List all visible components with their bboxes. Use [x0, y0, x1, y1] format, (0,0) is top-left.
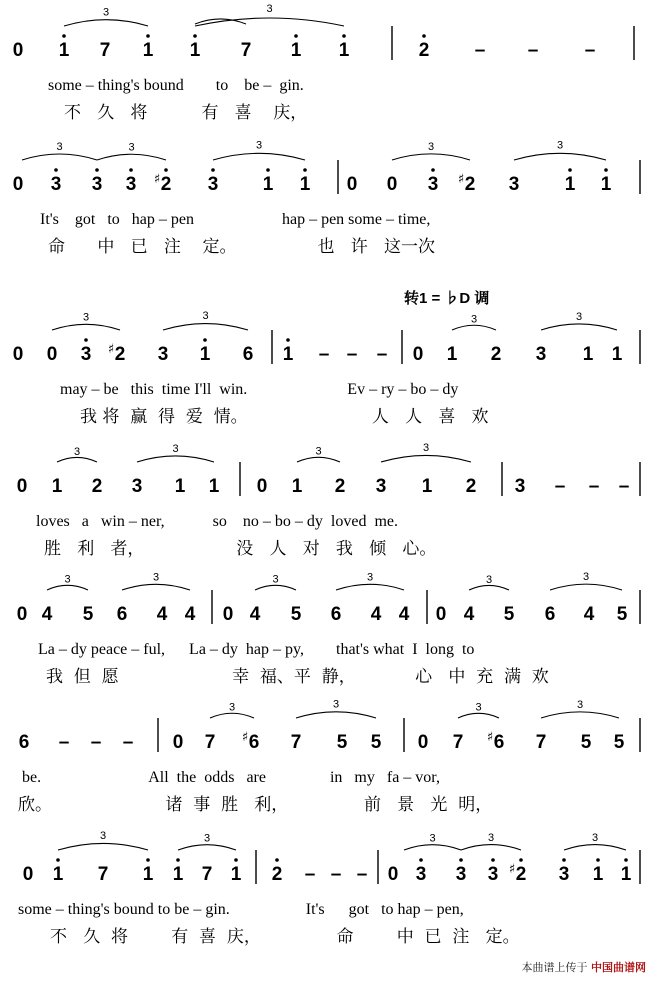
- note: 6: [116, 604, 128, 625]
- sharp-sign: ♯: [241, 730, 249, 745]
- note: 0: [386, 174, 398, 195]
- note: 5: [616, 604, 628, 625]
- triplet-mark: 3: [591, 832, 599, 845]
- octave-dot: [84, 338, 88, 342]
- triplet-mark: 3: [203, 832, 211, 845]
- note: –: [356, 864, 368, 885]
- octave-dot: [56, 858, 60, 862]
- note: 2: [91, 476, 103, 497]
- note: 1: [52, 864, 64, 885]
- note: 7: [452, 732, 464, 753]
- triplet-mark: 3: [128, 141, 135, 154]
- tie-arc: [58, 843, 148, 850]
- tie-arc: [550, 584, 622, 590]
- note: 1: [620, 864, 632, 885]
- note: 7: [99, 40, 111, 61]
- tie-arc: [514, 153, 606, 160]
- note: 1: [446, 344, 458, 365]
- note: 1: [290, 40, 302, 61]
- english-lyrics: It's got to hap – pen hap – pen some – time,: [40, 211, 431, 228]
- note: 0: [22, 864, 34, 885]
- octave-dot: [422, 34, 426, 38]
- note: 5: [503, 604, 515, 625]
- note: 3: [415, 864, 427, 885]
- note: 7: [204, 732, 216, 753]
- note: 1: [189, 40, 201, 61]
- octave-dot: [176, 858, 180, 862]
- key-change-marker: 转1 = ♭D 调: [404, 290, 490, 307]
- triplet-mark: 3: [82, 311, 90, 324]
- note: 0: [12, 344, 24, 365]
- note: 0: [172, 732, 184, 753]
- note: 0: [16, 604, 28, 625]
- octave-dot: [95, 168, 99, 172]
- note: 5: [613, 732, 625, 753]
- note: 5: [290, 604, 302, 625]
- note: 1: [172, 864, 184, 885]
- triplet-mark: 3: [315, 445, 322, 458]
- octave-dot: [624, 858, 628, 862]
- triplet-mark: 3: [228, 701, 236, 714]
- triplet-mark: 3: [332, 698, 340, 711]
- tie-arc: [564, 845, 626, 850]
- tie-arc: [392, 154, 470, 160]
- note: 2: [464, 174, 476, 195]
- triplet-mark: 3: [272, 573, 279, 586]
- note: 1: [582, 344, 594, 365]
- note: 1: [299, 174, 311, 195]
- note: 5: [336, 732, 348, 753]
- note: 0: [12, 174, 24, 195]
- note: 3: [535, 344, 547, 365]
- note: 1: [592, 864, 604, 885]
- note: 1: [421, 476, 433, 497]
- note: 6: [544, 604, 556, 625]
- note: 6: [242, 344, 254, 365]
- english-lyrics: be. All the odds are in my fa – vor,: [22, 769, 440, 786]
- note: 1: [262, 174, 274, 195]
- octave-dot: [275, 858, 279, 862]
- triplet-mark: 3: [427, 140, 435, 153]
- note: 3: [157, 344, 169, 365]
- note: –: [618, 476, 630, 497]
- tie-arc: [97, 154, 166, 160]
- credit-label: 本曲谱上传于: [521, 961, 588, 974]
- tie-arc: [47, 585, 88, 590]
- octave-dot: [303, 168, 307, 172]
- octave-dot: [54, 168, 58, 172]
- octave-dot: [568, 168, 572, 172]
- sharp-sign: ♯: [107, 342, 115, 357]
- note: 4: [156, 604, 168, 625]
- triplet-mark: 3: [172, 442, 179, 455]
- note: 1: [199, 344, 211, 365]
- note: 7: [290, 732, 302, 753]
- chinese-lyrics: 欣。 诸 事 胜 利， 前 景 光 明，: [18, 795, 493, 815]
- triplet-mark: 3: [470, 313, 478, 326]
- octave-dot: [164, 168, 168, 172]
- note: 2: [334, 476, 346, 497]
- octave-dot: [193, 34, 197, 38]
- note: 3: [207, 174, 219, 195]
- tie-arc: [22, 154, 97, 160]
- note: 1: [142, 40, 154, 61]
- tie-arc: [469, 585, 509, 590]
- octave-dot: [286, 338, 290, 342]
- note: 1: [58, 40, 70, 61]
- tie-arc: [458, 713, 499, 718]
- note: –: [330, 864, 342, 885]
- note: 6: [248, 732, 260, 753]
- note: 3: [455, 864, 467, 885]
- note: 3: [131, 476, 143, 497]
- sharp-sign: ♯: [457, 172, 465, 187]
- triplet-mark: 3: [102, 6, 110, 19]
- tie-arc: [452, 325, 496, 330]
- octave-dot: [519, 858, 523, 862]
- note: 4: [398, 604, 410, 625]
- note: –: [58, 732, 70, 753]
- note: 1: [600, 174, 612, 195]
- note: 3: [427, 174, 439, 195]
- tie-arc: [381, 455, 471, 462]
- note: 1: [282, 344, 294, 365]
- octave-dot: [211, 168, 215, 172]
- triplet-mark: 3: [575, 310, 583, 323]
- note: 3: [50, 174, 62, 195]
- octave-dot: [129, 168, 133, 172]
- note: 6: [493, 732, 505, 753]
- octave-dot: [62, 34, 66, 38]
- note: 3: [375, 476, 387, 497]
- tie-arc: [210, 713, 254, 718]
- triplet-mark: 3: [576, 698, 584, 711]
- triplet-mark: 3: [475, 701, 482, 714]
- note: 0: [222, 604, 234, 625]
- tie-arc: [541, 712, 619, 718]
- tie-arc: [297, 457, 340, 462]
- octave-dot: [562, 858, 566, 862]
- note: 0: [435, 604, 447, 625]
- triplet-mark: 3: [255, 139, 263, 152]
- note: 1: [174, 476, 186, 497]
- octave-dot: [596, 858, 600, 862]
- note: 0: [346, 174, 358, 195]
- octave-dot: [419, 858, 423, 862]
- note: –: [584, 40, 596, 61]
- tie-arc: [52, 324, 120, 330]
- tie-arc: [163, 324, 248, 330]
- note: 1: [51, 476, 63, 497]
- sharp-sign: ♯: [153, 172, 161, 187]
- note: 2: [271, 864, 283, 885]
- note: 1: [208, 476, 220, 497]
- note: 1: [611, 344, 623, 365]
- triplet-mark: 3: [64, 573, 71, 586]
- note: 4: [370, 604, 382, 625]
- tie-arc: [64, 20, 148, 26]
- note: 1: [142, 864, 154, 885]
- octave-dot: [491, 858, 495, 862]
- octave-dot: [342, 34, 346, 38]
- chinese-lyrics: 我 但 愿 幸 福、平 静， 心 中 充 满 欢: [46, 667, 549, 687]
- note: 0: [16, 476, 28, 497]
- note: 3: [558, 864, 570, 885]
- octave-dot: [431, 168, 435, 172]
- note: 4: [249, 604, 261, 625]
- note: 0: [256, 476, 268, 497]
- note: –: [474, 40, 486, 61]
- note: 2: [160, 174, 172, 195]
- triplet-mark: 3: [73, 445, 81, 458]
- site-logo: 中国曲谱网: [591, 961, 646, 974]
- triplet-mark: 3: [429, 832, 436, 845]
- octave-dot: [604, 168, 608, 172]
- sharp-sign: ♯: [508, 862, 516, 877]
- triplet-mark: 3: [202, 310, 209, 323]
- octave-dot: [146, 34, 150, 38]
- note: 3: [514, 476, 526, 497]
- note: 5: [82, 604, 94, 625]
- triplet-mark: 3: [152, 571, 160, 584]
- octave-dot: [294, 34, 298, 38]
- chinese-lyrics: 我 将 赢 得 爱 情。 人 人 喜 欢: [80, 407, 489, 427]
- octave-dot: [146, 858, 150, 862]
- note: 0: [417, 732, 429, 753]
- note: 4: [583, 604, 595, 625]
- note: 7: [240, 40, 252, 61]
- note: 1: [230, 864, 242, 885]
- note: 7: [97, 864, 109, 885]
- tie-arc: [122, 584, 190, 590]
- tie-arc: [213, 153, 305, 160]
- note: –: [346, 344, 358, 365]
- note: –: [304, 864, 316, 885]
- note: –: [527, 40, 539, 61]
- note: 0: [12, 40, 24, 61]
- english-lyrics: may – be this time I'll win. Ev – ry – bo – dy: [60, 381, 459, 398]
- note: 0: [46, 344, 58, 365]
- note: 6: [330, 604, 342, 625]
- octave-dot: [266, 168, 270, 172]
- english-lyrics: some – thing's bound to be – gin. It's got to hap – pen,: [18, 901, 464, 918]
- note: 0: [387, 864, 399, 885]
- triplet-mark: 3: [556, 139, 564, 152]
- note: –: [376, 344, 388, 365]
- octave-dot: [234, 858, 238, 862]
- note: 4: [41, 604, 53, 625]
- note: 1: [338, 40, 350, 61]
- note: 4: [184, 604, 196, 625]
- note: 4: [463, 604, 475, 625]
- tie-arc: [255, 585, 296, 590]
- triplet-mark: 3: [582, 571, 590, 584]
- tie-arc: [57, 457, 97, 462]
- octave-dot: [203, 338, 207, 342]
- triplet-mark: 3: [422, 441, 430, 454]
- note: 3: [80, 344, 92, 365]
- note: 1: [564, 174, 576, 195]
- note: 2: [114, 344, 126, 365]
- english-lyrics: loves a win – ner, so no – bo – dy loved me.: [36, 513, 398, 530]
- note: –: [588, 476, 600, 497]
- triplet-mark: 3: [56, 141, 63, 153]
- english-lyrics: La – dy peace – ful, La – dy hap – py, that's what I long to: [38, 641, 475, 658]
- note: –: [122, 732, 134, 753]
- chinese-lyrics: 不 久 将 有 喜 庆，: [64, 103, 308, 123]
- octave-dot: [459, 858, 463, 862]
- note: 7: [201, 864, 213, 885]
- triplet-mark: 3: [366, 571, 374, 584]
- note: –: [318, 344, 330, 365]
- sharp-sign: ♯: [486, 730, 494, 745]
- tie-arc: [404, 845, 461, 850]
- note: 7: [535, 732, 547, 753]
- note: 2: [418, 40, 430, 61]
- triplet-mark: 3: [485, 573, 493, 586]
- tie-arc: [336, 584, 404, 590]
- chinese-lyrics: 不 久 将 有 喜 庆， 命 中 已 注 定。: [50, 927, 520, 947]
- note: 3: [508, 174, 520, 195]
- note: 0: [412, 344, 424, 365]
- tie-arc: [137, 456, 214, 462]
- triplet-mark: 3: [487, 832, 495, 845]
- note: 2: [465, 476, 477, 497]
- chinese-lyrics: 命 中 已 注 定。 也 许 这一次: [48, 237, 435, 257]
- note: 5: [370, 732, 382, 753]
- note: 2: [490, 344, 502, 365]
- note: 3: [487, 864, 499, 885]
- chinese-lyrics: 胜 利 者， 没 人 对 我 倾 心。: [44, 539, 437, 559]
- note: 3: [125, 174, 137, 195]
- note: –: [90, 732, 102, 753]
- triplet-mark: 3: [266, 3, 273, 15]
- tie-arc: [541, 324, 617, 330]
- tie-arc: [296, 712, 376, 718]
- tie-arc: [461, 845, 521, 850]
- note: 5: [580, 732, 592, 753]
- note: 1: [291, 476, 303, 497]
- note: 3: [91, 174, 103, 195]
- note: –: [554, 476, 566, 497]
- tie-arc: [178, 845, 236, 850]
- note: 2: [515, 864, 527, 885]
- english-lyrics: some – thing's bound to be – gin.: [48, 77, 304, 94]
- triplet-mark: 3: [99, 829, 107, 842]
- note: 6: [18, 732, 30, 753]
- upload-credit: [522, 959, 647, 975]
